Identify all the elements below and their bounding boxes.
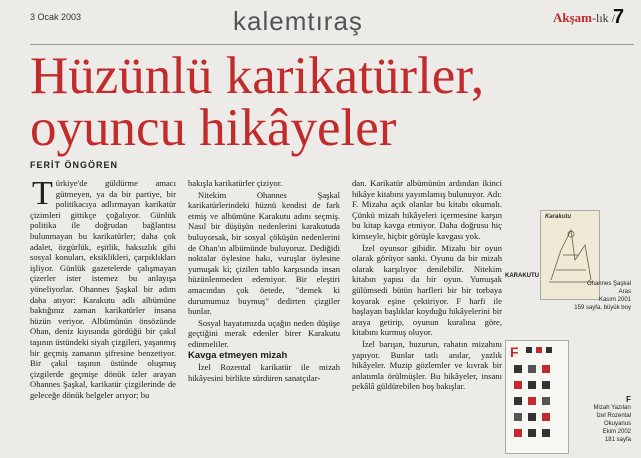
book-date: Kasım 2001	[598, 297, 631, 303]
page-number: 7	[613, 6, 625, 28]
book-subtitle: Mizah Yazıları	[593, 405, 631, 411]
book-publisher: Okuyanus	[603, 421, 631, 427]
header-divider	[30, 44, 634, 45]
brand-logo	[553, 10, 615, 26]
book-cover-f	[505, 340, 569, 454]
paragraph-text: ürkiye'de güldürme amacı gütmeyen, ya da bir partiye, bir politikacıya adlırmayan karikatür çizimleri gittikçe çoğalıyor. Günlük politika ile doğrudan bağlantısı bulunmayan bu karikatürler; daha çok adalet, özgürlük, eşitlik, haksızlık gibi sosyal konuları, eksiklikleri, çarpıklıkları işliyor. Günlük gazetelerde çalışmayan çizerler ister istemez bu anlayışa yöneliyorlar. Ohannes Şaşkal bir adım daha atıyor: Karakutu adlı albümüne baktığınız zaman karikatürler insana hüzün veriyor. Albümünün önsözünde Ohan, deniz kıyısında gördüğü bir çakıl taşının üstündeki siyah çizgileri, yaşanmış bir geçmiş zamanın şifresine benzetiyor. Bir çakıl taşının üstünde oluşmuş çizgilerde geçmişe dönük izler arayan Ohannes Şaşkal, karikatür çizgilerinde de geleceğe dönük belgeler arıyor; bu	[30, 178, 176, 400]
paragraph: dan. Karikatür albümünün ardından ikinci hikâye kitabını yayımlamış bulunuyor. Adı: F. Mizaha açık olanlar bu kitabı okumalı. Çünkü mizah hikâyeleri içermesine karşın bu kitap kavga etmiyor. Daha doğrusu hiç kimseyle, hiçbir görüşle kavgası yok.	[352, 178, 502, 241]
paragraph: İzel Rozental karikatür ile mizah hikâyesini birlikte sürdüren sanatçılar-	[188, 362, 340, 383]
cover-title: Karakutu	[545, 214, 572, 220]
book-publisher: Aras	[618, 289, 631, 295]
book-caption-karakutu	[505, 272, 631, 312]
issue-date: 3 Ocak 2003	[30, 12, 82, 22]
paragraph: İzel oyunsor gibidir. Mizahı bir oyun olarak görüyor sanki. Oyunu da bir mizah olarak karşılıyor denilebilir. Nitekim kitabın yapısı da bir oyun. Yumuşak gülümsedi bütün harfleri bir bir torbaya koyarak eşine çektiriyor. F harfi ile başlayan başlıklar koyduğu hikâyelerini bir araya getirip, oyunun kuralına göre, kitabını kurmuş oluyor.	[352, 242, 502, 338]
column-3	[352, 178, 502, 458]
book-info: 159 sayfa, büyük boy	[574, 305, 631, 311]
paragraph: Nitekim Ohannes Şaşkal karikatürlerindeki hüznü kendisi de fark etmiş ve albümüne Karakutu adını seçmiş. Nasıl bir düşüşün nedenlerini karakutuda buluyorsak, bir sosyal çöküşün nedenlerini de Ohan'ın albümünde buluyoruz. Dediğidi noktalar öylesine hakı, vuruşlar öylesine yumuşak ki; çizilen tablo karşısında insan hüzünlenmeden edemiyor. Bir eleştiri amacından çok öetede, "demek ki durumumuz buymuş" dedirten çizgiler bunlar.	[188, 189, 340, 317]
book-caption-f	[571, 396, 631, 444]
column-1	[30, 178, 176, 458]
brand-name: Akşam	[553, 10, 593, 25]
cover-pattern-icon	[506, 341, 568, 453]
book-info: 181 sayfa	[604, 437, 631, 443]
paragraph: Sosyal hayatımızda uçağın neden düşüşe geçtiğini merak edenler birer Karakutu edinmeliler.	[188, 317, 340, 349]
book-author: İzel Rozental	[596, 413, 631, 419]
book-date: Ekim 2002	[602, 429, 631, 435]
brand-suffix: -lık /	[592, 11, 616, 25]
drop-cap: T	[32, 178, 53, 212]
section-title: kalemtıraş	[233, 6, 363, 36]
book-title: F	[626, 395, 631, 404]
paragraph: bakışla karikatürler çiziyor.	[188, 178, 283, 188]
subheading: Kavga etmeyen mizah	[188, 349, 288, 361]
byline: FERİT ÖNGÖREN	[30, 160, 119, 170]
column-2	[188, 178, 340, 458]
paragraph: İzel barışın, huzurun, rahatın mizahını yapıyor. Bunlar tatlı anılar, yazlık hikâyeler. Muzip gözlemler ve kıvrak bir anlatımla örülmüşler. Bu hikâyeler, insanı pekâlâ güldürebilen hoş bakışlar.	[352, 338, 502, 392]
headline-line-1: Hüzünlü karikatürler,	[30, 47, 485, 105]
headline-line-2: oyuncu hikâyeler	[30, 99, 397, 157]
book-author: Ohannes Şaşkal	[586, 281, 631, 287]
svg-text:F: F	[510, 344, 519, 360]
headline	[30, 47, 485, 157]
paragraph	[30, 178, 176, 400]
book-title: KARAKUTU	[505, 273, 539, 279]
